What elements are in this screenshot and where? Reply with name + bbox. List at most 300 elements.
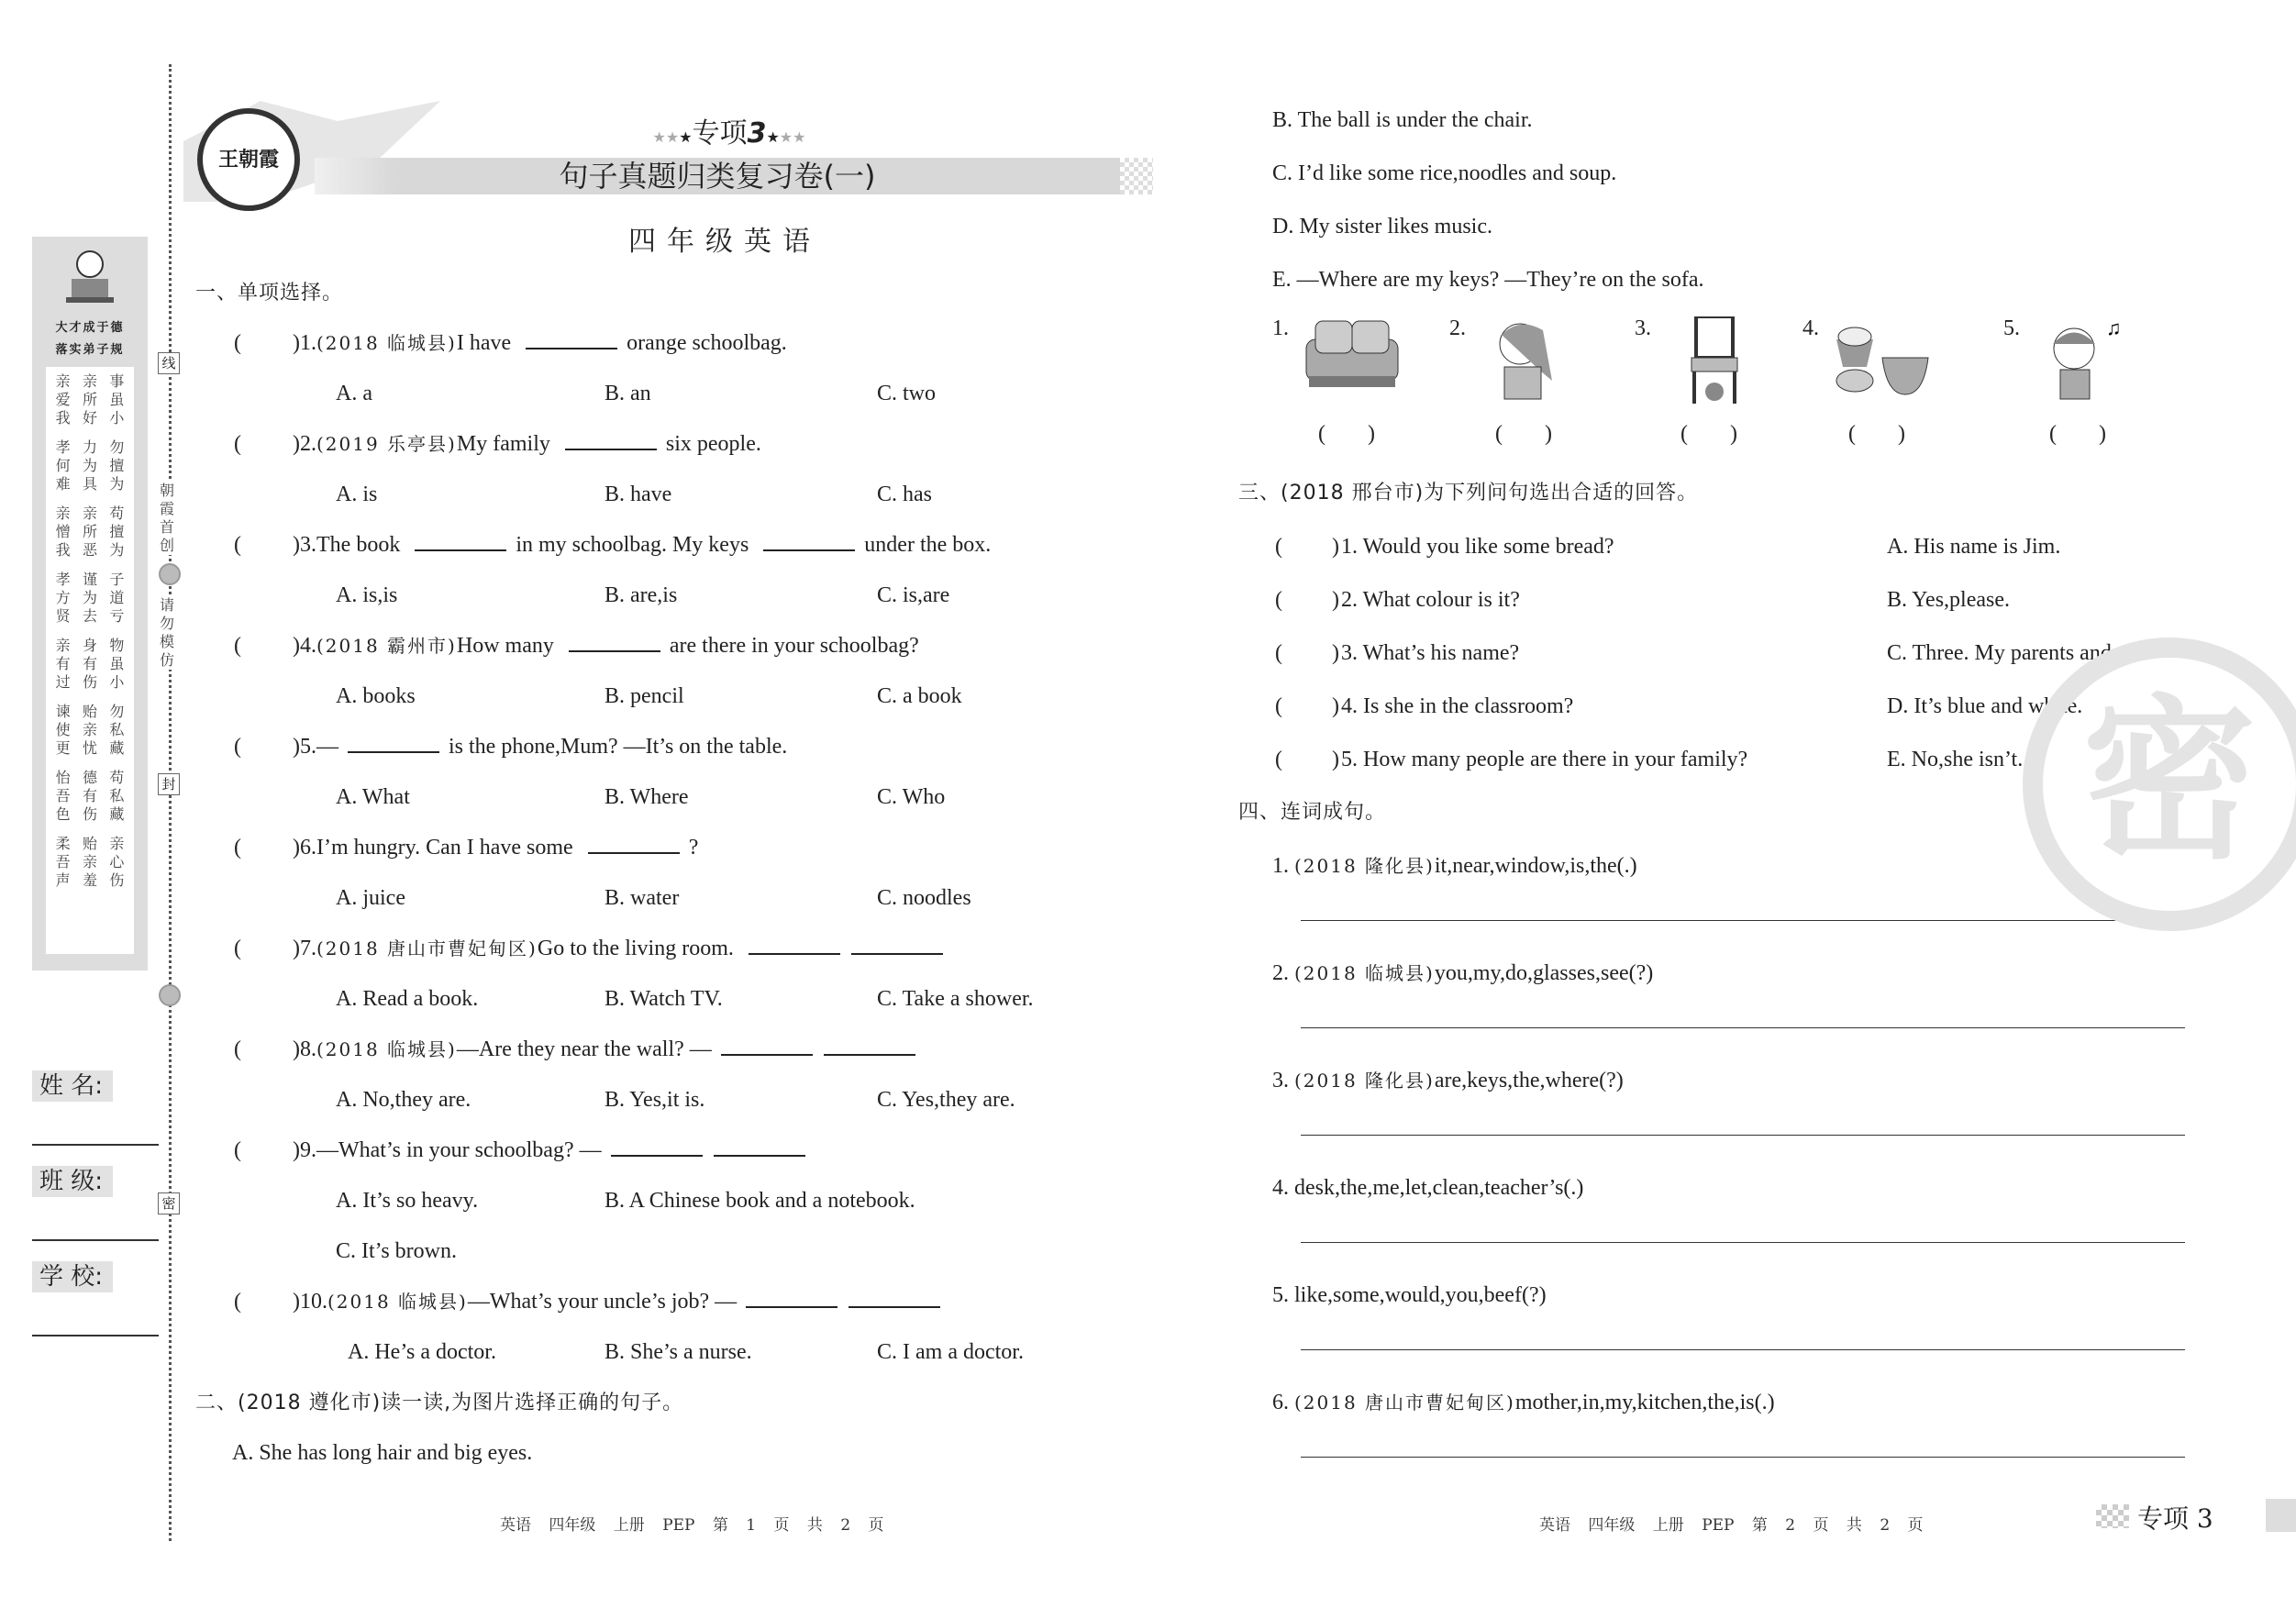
footer-page-2: 英语 四年级 上册 PEP 第 2 页 共 2 页 [1539,1516,1924,1535]
option-b[interactable]: B. pencil [605,684,684,708]
answer-paren[interactable]: ( [1275,694,1282,718]
option-a[interactable]: A. He’s a doctor. [348,1340,496,1364]
reorder-item [1238,1054,2284,1161]
question-segment: Go to the living room. [537,937,739,960]
item-number: 2. [1272,961,1289,985]
cut-line [169,64,172,1541]
option-b[interactable]: B. water [605,886,680,910]
option-a[interactable]: A. What [336,785,410,809]
picture-answer-paren[interactable]: ( ) [1680,422,1737,446]
option-b[interactable]: B. Yes,it is. [605,1088,705,1112]
svg-text:♫: ♫ [2106,316,2122,339]
rule-char: 孝 [55,571,71,588]
answer-paren[interactable]: ( [1275,748,1282,771]
rule-char: 苟 [109,769,125,786]
rule-char: 怡 [55,769,71,786]
question-segment: The book [316,533,406,557]
picture-answer-paren[interactable]: ( ) [1495,422,1552,446]
answer-blank[interactable] [849,1290,940,1308]
sentence-b: B. The ball is under the chair. [1272,108,1533,132]
rule-char: 事 [109,372,125,390]
section-1 [195,268,1113,1479]
answer-paren-close: ) [1332,641,1339,665]
question-segment: under the box. [864,533,992,557]
rule-char: 擅 [109,457,125,474]
rule-char: 为 [109,475,125,493]
answer-blank[interactable] [588,836,680,854]
rule-char: 擅 [109,523,125,540]
picture-answer-paren[interactable]: ( ) [2049,422,2106,446]
rule-char: 力 [82,438,97,456]
rule-char: 使 [55,721,71,738]
question-row [195,1025,1113,1075]
question-row [195,1126,1113,1176]
question-text [293,924,943,974]
option-c[interactable]: C. is,are [877,583,950,607]
rule-char: 所 [82,523,97,540]
rule-char: 爱 [55,391,71,408]
rule-char: 柔 [55,835,71,852]
picture-answer-paren[interactable]: ( ) [1848,422,1905,446]
item-number: 3. [1272,1069,1289,1092]
answer-line[interactable] [1301,920,2185,921]
sentence-c: C. I’d like some rice,noodles and soup. [1272,161,1617,185]
answer-line[interactable] [1301,1027,2185,1028]
answer-line[interactable] [1301,1242,2185,1243]
question-row [195,419,1113,470]
page-subtitle: 四年级英语 [628,226,821,258]
logo-text: 王朝霞 [217,148,279,172]
answer-blank[interactable] [526,331,617,349]
answer-blank[interactable] [851,937,943,955]
picture-answer-paren[interactable]: ( ) [1318,422,1375,446]
options-row [195,974,1113,1025]
reorder-item [1238,1161,2284,1269]
option-a[interactable]: A. It’s so heavy. [336,1189,479,1213]
school-field[interactable] [32,1335,159,1336]
question-segment: How many [456,634,560,658]
section-3-title: 三、(2018 邢台市)为下列问句选出合适的回答。 [1238,482,1699,505]
option-b[interactable]: B. She’s a nurse. [605,1340,752,1364]
options-row [195,1327,1113,1378]
rule-char: 子 [109,571,125,588]
rule-char: 亲 [55,505,71,522]
answer-blank[interactable] [824,1037,915,1056]
options-row [195,470,1113,520]
question-row [195,520,1113,571]
question-text [293,1126,805,1176]
answer-paren[interactable]: ( [1275,588,1282,612]
option-c[interactable]: C. Yes,they are. [877,1088,1015,1112]
rule-char: 私 [109,787,125,804]
question-text [293,1025,915,1075]
sentence-d: D. My sister likes music. [1272,215,1492,238]
question-source: (2018 临城县) [316,1038,457,1060]
rule-char: 孝 [55,438,71,456]
rule-char: 过 [55,673,71,691]
match-answer: A. His name is Jim. [1887,535,2061,559]
option-c[interactable]: C. two [877,382,937,405]
match-answer: B. Yes,please. [1887,588,2011,612]
answer-blank[interactable] [749,937,840,955]
match-question: 3. What’s his name? [1341,641,1520,665]
answer-paren-open: ( [234,1290,241,1314]
dizigui-rules [46,367,134,954]
answer-paren-close: ) [1332,694,1339,718]
sidebar-box [32,237,148,970]
rule-char: 小 [109,409,125,427]
item-words: it,near,window,is,the(.) [1434,854,1637,878]
rule-char: 虽 [109,655,125,672]
answer-blank[interactable] [721,1037,813,1056]
option-c[interactable]: C. Take a shower. [877,987,1034,1011]
options-row [195,873,1113,924]
banner-pattern [1120,158,1153,194]
answer-paren-open: ( [234,735,241,759]
rule-char: 亲 [55,637,71,654]
brand-logo [197,108,300,211]
option-a[interactable]: A. books [336,684,416,708]
rule-char: 忧 [82,739,97,757]
rule-char: 伤 [109,871,125,889]
reorder-item [1238,1269,2284,1376]
rule-char: 私 [109,721,125,738]
rule-char: 羞 [82,871,97,889]
rule-char: 所 [82,391,97,408]
option-b[interactable]: B. Watch TV. [605,987,723,1011]
motto-line-2: 落实弟子规 [55,343,125,357]
rule-char: 贤 [55,607,71,625]
rule-char: 勿 [109,703,125,720]
rule-char: 有 [82,787,97,804]
picture-number: 4. [1802,316,1819,340]
options-row [195,1075,1113,1126]
rule-char: 贻 [82,703,97,720]
rule-char: 道 [109,589,125,606]
question-number: )4. [293,634,316,658]
answer-paren-open: ( [234,1138,241,1162]
rule-char: 苟 [109,505,125,522]
option-c[interactable]: C. a book [877,684,962,708]
question-segment: six people. [665,432,761,456]
reorder-item [1238,1376,2284,1483]
watermark-seal: 密 [2023,638,2296,931]
reorder-item [1238,947,2284,1054]
option-a[interactable]: A. a [336,382,372,405]
question-text [293,318,787,369]
answer-paren-close: ) [1332,748,1339,771]
question-segment: I’m hungry. Can I have some [316,836,579,859]
question-text [293,722,787,772]
rule-char: 好 [82,409,97,427]
option-b[interactable]: B. an [605,382,651,405]
name-label: 姓 名: [32,1070,113,1102]
answer-blank[interactable] [569,634,660,652]
option-b[interactable]: B. are,is [605,583,678,607]
rule-group [50,769,130,824]
question-source: (2018 霸州市) [316,635,457,657]
question-text [293,823,698,873]
rule-char: 亲 [82,721,97,738]
rule-char: 有 [82,655,97,672]
question-source: (2018 临城县) [316,332,457,354]
item-source: (2018 隆化县) [1294,855,1435,877]
answer-blank[interactable] [611,1138,703,1157]
item-words: mother,in,my,kitchen,the,is(.) [1514,1391,1775,1414]
item-source: (2018 唐山市曹妃甸区) [1294,1392,1515,1414]
question-number: )10. [293,1290,327,1314]
question-number: )5. [293,735,316,759]
margin-secret-mark: 密 [158,1192,180,1214]
rule-group [50,637,130,692]
name-field[interactable] [32,1144,159,1146]
chair-with-ball-icon [1664,316,1765,404]
section-4-title: 四、连词成句。 [1238,801,1387,824]
option-c[interactable]: C. It’s brown. [336,1239,457,1263]
question-segment: ? [688,836,699,859]
match-answer: C. Three. My parents and me. [1887,641,2150,665]
rule-group [50,835,130,890]
answer-blank[interactable] [565,432,657,450]
question-text [293,520,991,571]
class-field[interactable] [32,1239,159,1241]
picture-number: 5. [2003,316,2020,340]
section-2-title: 二、(2018 遵化市)读一读,为图片选择正确的句子。 [195,1392,684,1414]
question-segment: —Are they near the wall? — [456,1037,712,1061]
options-row [195,1176,1113,1226]
question-segment: I have [456,331,517,355]
rule-char: 色 [55,805,71,823]
question-row [195,722,1113,772]
question-source: (2019 乐亭县) [316,433,457,455]
question-source: (2018 临城县) [327,1291,468,1313]
picture-number: 1. [1272,316,1289,340]
rule-char: 伤 [82,673,97,691]
answer-blank[interactable] [714,1138,805,1157]
question-number: )3. [293,533,316,557]
item-number: 4. [1272,1176,1289,1200]
question-text [293,1277,940,1327]
item-words: desk,the,me,let,clean,teacher’s(.) [1294,1176,1584,1200]
page-title: 句子真题归类复习卷(一) [559,159,876,194]
badge-bar [2266,1499,2296,1532]
rule-char: 方 [55,589,71,606]
rule-char: 藏 [109,739,125,757]
series-text: 专项 [692,117,748,150]
section-2-sentences [1272,94,2235,306]
rule-group [50,372,130,427]
question-number: )2. [293,432,316,456]
smiley-icon [159,984,181,1006]
question-number: )7. [293,937,316,960]
question-segment: My family [456,432,556,456]
rice-noodles-soup-icon [1832,316,1933,404]
answer-blank[interactable] [746,1290,837,1308]
rule-char: 物 [109,637,125,654]
match-question: 1. Would you like some bread? [1341,535,1614,559]
rule-char: 有 [55,655,71,672]
rule-char: 为 [109,541,125,559]
item-words: you,my,do,glasses,see(?) [1434,961,1654,985]
item-words: are,keys,the,where(?) [1434,1069,1624,1092]
item-source: (2018 隆化县) [1294,1070,1435,1092]
rule-char: 小 [109,673,125,691]
sentence-a: A. She has long hair and big eyes. [232,1441,533,1465]
rule-char: 吾 [55,787,71,804]
option-c[interactable]: C. I am a doctor. [877,1340,1024,1364]
match-question: 4. Is she in the classroom? [1341,694,1574,718]
side-text-no-copy: 请勿模仿 [160,596,178,670]
rule-char: 我 [55,541,71,559]
question-source: (2018 唐山市曹妃甸区) [316,937,538,959]
question-segment: in my schoolbag. My keys [516,533,755,557]
question-row [195,621,1113,671]
margin-line-mark: 线 [158,352,180,374]
rule-char: 恶 [82,541,97,559]
rule-char: 心 [109,853,125,871]
badge-pattern [2096,1504,2129,1528]
rule-group [50,438,130,494]
rule-group [50,703,130,758]
answer-paren-open: ( [234,1037,241,1061]
question-segment: — [316,735,338,759]
rule-char: 憎 [55,523,71,540]
question-segment: orange schoolbag. [627,331,787,355]
girl-long-hair-icon [1479,316,1580,404]
rule-char: 身 [82,637,97,654]
option-a[interactable]: A. is,is [336,583,398,607]
option-a[interactable]: A. No,they are. [336,1088,471,1112]
rule-char: 何 [55,457,71,474]
side-text-original: 朝霞首创 [160,482,178,555]
question-row [195,1277,1113,1327]
rule-char: 去 [82,607,97,625]
item-number: 6. [1272,1391,1289,1414]
picture-number: 3. [1635,316,1651,340]
match-row [1238,520,2284,573]
question-number: )9. [293,1138,316,1162]
question-text [293,621,919,671]
rule-group [50,505,130,560]
item-number: 5. [1272,1283,1289,1307]
options-row [195,1226,1113,1277]
rule-char: 更 [55,739,71,757]
answer-paren[interactable]: ( [1275,641,1282,665]
answer-paren-open: ( [234,331,241,355]
footer-page-1: 英语 四年级 上册 PEP 第 1 页 共 2 页 [500,1516,884,1535]
answer-line[interactable] [1301,1135,2185,1136]
question-text [293,419,761,470]
sofa-icon [1302,316,1403,404]
question-row [195,924,1113,974]
rule-char: 声 [55,871,71,889]
motto-line-1: 大才成于德 [55,321,125,335]
rule-char: 为 [82,589,97,606]
answer-paren-close: ) [1332,535,1339,559]
match-row [1238,573,2284,627]
sentence-e: E. —Where are my keys? —They’re on the sofa. [1272,268,1704,292]
match-question: 5. How many people are there in your family? [1341,748,1748,771]
answer-paren-open: ( [234,937,241,960]
rule-char: 具 [82,475,97,493]
girl-music-icon [2033,316,2134,404]
option-a[interactable]: A. juice [336,886,405,910]
smiley-icon [159,563,181,585]
option-c[interactable]: C. noodles [877,886,971,910]
rule-char: 德 [82,769,97,786]
options-row [195,369,1113,419]
rule-char: 亲 [82,853,97,871]
answer-paren-open: ( [234,432,241,456]
item-number: 1. [1272,854,1289,878]
answer-paren[interactable]: ( [1275,535,1282,559]
rule-char: 亏 [109,607,125,625]
match-answer: E. No,she isn’t. [1887,748,2024,771]
question-row [195,318,1113,369]
rule-char: 我 [55,409,71,427]
question-segment: —What’s in your schoolbag? — [316,1138,602,1162]
options-row [195,671,1113,722]
rule-char: 亲 [82,505,97,522]
rule-char: 勿 [109,438,125,456]
option-b[interactable]: B. A Chinese book and a notebook. [605,1189,915,1213]
series-badge: 专项 3 [2137,1503,2213,1534]
option-b[interactable]: B. Where [605,785,689,809]
series-label: ★★★专项3★★★ [652,117,806,150]
answer-paren-open: ( [234,836,241,859]
answer-line[interactable] [1301,1349,2185,1350]
option-c[interactable]: C. Who [877,785,946,809]
margin-seal-mark: 封 [158,773,180,795]
answer-paren-close: ) [1332,588,1339,612]
rule-char: 虽 [109,391,125,408]
answer-blank[interactable] [348,735,439,753]
rule-char: 亲 [82,372,97,390]
answer-blank[interactable] [415,533,506,551]
question-number: )8. [293,1037,316,1061]
rule-char: 伤 [82,805,97,823]
answer-line[interactable] [1301,1457,2185,1458]
item-source: (2018 临城县) [1294,962,1435,984]
rule-char: 难 [55,475,71,493]
picture-number: 2. [1449,316,1466,340]
option-a[interactable]: A. Read a book. [336,987,479,1011]
question-segment: are there in your schoolbag? [669,634,919,658]
rule-char: 亲 [109,835,125,852]
question-segment: is the phone,Mum? —It’s on the table. [449,735,788,759]
answer-blank[interactable] [763,533,855,551]
rule-group [50,571,130,626]
class-label: 班 级: [32,1166,113,1197]
rule-char: 亲 [55,372,71,390]
rule-char: 吾 [55,853,71,871]
option-a[interactable]: A. is [336,482,378,506]
option-c[interactable]: C. has [877,482,932,506]
student-cartoon-icon [64,246,116,310]
options-row [195,571,1113,621]
match-question: 2. What colour is it? [1341,588,1520,612]
rule-char: 谏 [55,703,71,720]
section-1-title: 一、单项选择。 [195,282,344,305]
answer-paren-open: ( [234,533,241,557]
rule-char: 为 [82,457,97,474]
rule-char: 贻 [82,835,97,852]
question-number: )1. [293,331,316,355]
option-b[interactable]: B. have [605,482,672,506]
match-answer: D. It’s blue and white. [1887,694,2083,718]
series-number: 3 [747,117,767,150]
question-segment: —What’s your uncle’s job? — [467,1290,738,1314]
